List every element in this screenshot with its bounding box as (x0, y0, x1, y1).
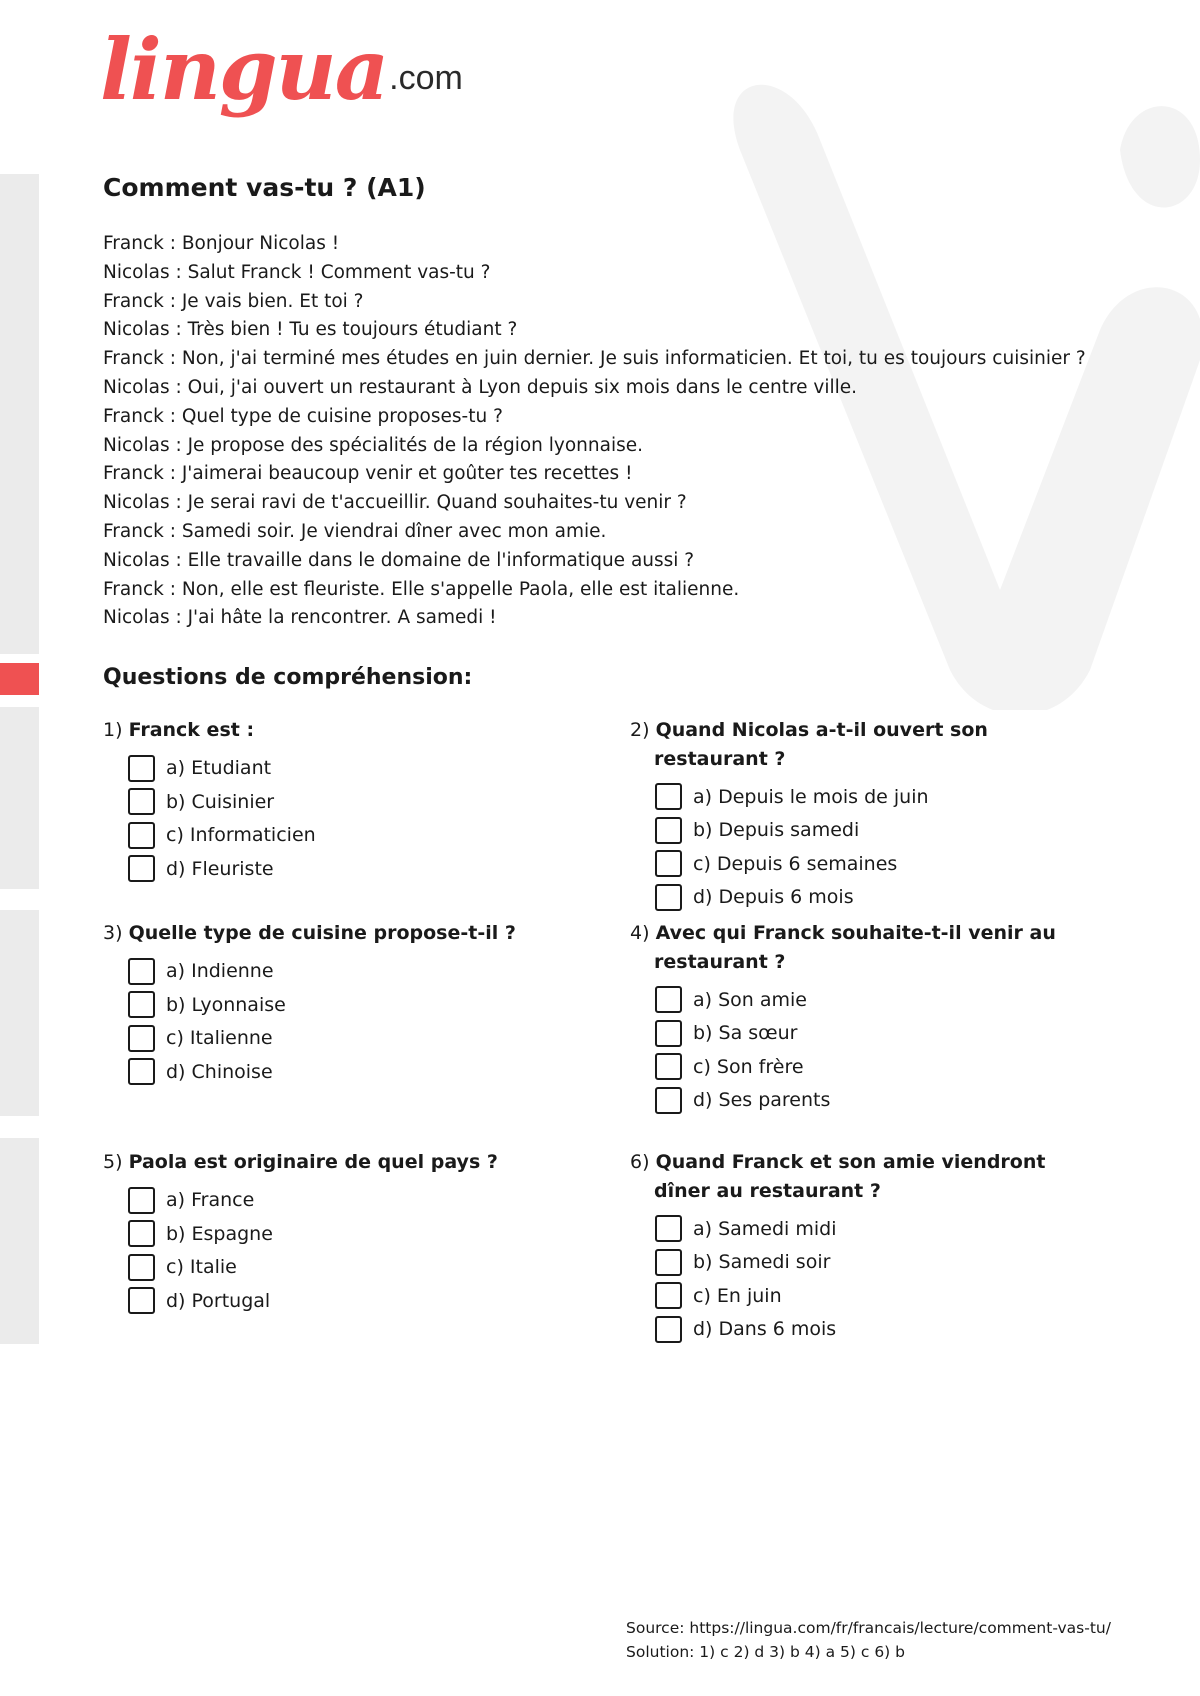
answer-checkbox[interactable] (128, 788, 155, 815)
dialogue-line (103, 547, 1123, 576)
answer-label: b) Samedi soir (693, 1251, 831, 1274)
dialogue-text: Je serai ravi de t'accueillir. Quand souhaites-tu venir ? (181, 492, 687, 514)
answer-label: d) Chinoise (166, 1060, 273, 1083)
dialogue-text: Non, j'ai terminé mes études en juin dernier. Je suis informaticien. Et toi, tu es toujours cuisinier ? (175, 348, 1086, 370)
answer-option[interactable] (128, 1184, 583, 1218)
answer-option[interactable] (655, 1313, 1100, 1347)
answer-label: c) Italie (166, 1256, 237, 1279)
answer-label: b) Sa sœur (693, 1022, 798, 1045)
speaker-name: Franck : (103, 290, 176, 312)
speaker-name: Nicolas : (103, 549, 182, 571)
answer-option[interactable] (655, 983, 1100, 1017)
answer-label: c) Italienne (166, 1027, 273, 1050)
dialogue-text: Bonjour Nicolas ! (175, 233, 340, 254)
answer-checkbox[interactable] (128, 1254, 155, 1281)
dialogue-line (103, 432, 1123, 461)
footer (626, 1616, 1111, 1664)
answer-option[interactable] (128, 955, 583, 989)
answer-option[interactable] (128, 852, 583, 886)
dialogue-line (103, 604, 1123, 633)
answer-label: a) Samedi midi (693, 1217, 837, 1240)
answer-checkbox[interactable] (655, 986, 682, 1013)
speaker-name: Nicolas : (103, 492, 182, 514)
answer-option[interactable] (655, 847, 1100, 881)
answer-label: b) Depuis samedi (693, 819, 860, 842)
question-text: Quand Nicolas a-t-il ouvert son restaurant ? (654, 719, 988, 770)
question-text: Quand Franck et son amie viendront dîner au restaurant ? (654, 1151, 1046, 1202)
answer-checkbox[interactable] (128, 1220, 155, 1247)
margin-strip-4 (0, 1138, 39, 1344)
answer-option[interactable] (128, 819, 583, 853)
logo-suffix: .com (389, 59, 463, 97)
dialogue-text: Salut Franck ! Comment vas-tu ? (181, 261, 491, 283)
answer-checkbox[interactable] (655, 817, 682, 844)
margin-strip-accent (0, 663, 39, 695)
lingua-logo (100, 20, 463, 119)
answer-label: b) Cuisinier (166, 790, 275, 813)
question-5 (103, 1148, 583, 1318)
question-6 (630, 1148, 1100, 1346)
answer-label: b) Espagne (166, 1222, 273, 1245)
answer-checkbox[interactable] (655, 1020, 682, 1047)
answer-label: d) Depuis 6 mois (693, 886, 854, 909)
question-heading (103, 716, 583, 745)
dialogue-line (103, 345, 1123, 374)
dialogue-line (103, 288, 1123, 317)
answer-label: a) Depuis le mois de juin (693, 785, 929, 808)
answer-checkbox[interactable] (128, 1187, 155, 1214)
question-number: 6) (630, 1151, 650, 1173)
answer-label: c) Informaticien (166, 824, 316, 847)
answer-checkbox[interactable] (128, 1025, 155, 1052)
logo-wordmark: lingua (100, 20, 388, 119)
question-number: 3) (103, 922, 123, 944)
answer-checkbox[interactable] (655, 1053, 682, 1080)
speaker-name: Franck : (103, 578, 176, 600)
answer-checkbox[interactable] (655, 1215, 682, 1242)
question-number: 2) (630, 719, 650, 741)
margin-strip-2 (0, 707, 39, 889)
dialogue-line (103, 518, 1123, 547)
answer-option[interactable] (128, 1055, 583, 1089)
question-4 (630, 919, 1100, 1117)
dialogue-line (103, 576, 1123, 605)
dialogue-text: Samedi soir. Je viendrai dîner avec mon amie. (175, 520, 607, 542)
source-line: Source: https://lingua.com/fr/francais/lecture/comment-vas-tu/ (626, 1619, 1111, 1637)
answer-checkbox[interactable] (128, 755, 155, 782)
answer-checkbox[interactable] (128, 1058, 155, 1085)
dialogue-text: Oui, j'ai ouvert un restaurant à Lyon depuis six mois dans le centre ville. (181, 376, 858, 398)
question-text: Avec qui Franck souhaite-t-il venir au restaurant ? (654, 922, 1056, 973)
answer-options (630, 983, 1100, 1117)
speaker-name: Franck : (103, 348, 176, 370)
dialogue-line (103, 374, 1123, 403)
answer-label: a) France (166, 1189, 255, 1212)
answer-option[interactable] (655, 1246, 1100, 1280)
question-heading (103, 919, 583, 948)
question-1 (103, 716, 583, 886)
speaker-name: Nicolas : (103, 434, 182, 456)
dialogue-line (103, 316, 1123, 345)
dialogue-line (103, 230, 1123, 259)
answer-label: a) Son amie (693, 988, 807, 1011)
answer-checkbox[interactable] (655, 1249, 682, 1276)
question-number: 1) (103, 719, 123, 741)
answer-option[interactable] (128, 752, 583, 786)
page-title: Comment vas-tu ? (A1) (103, 173, 426, 202)
question-3 (103, 919, 583, 1089)
question-heading (103, 1148, 583, 1177)
answer-option[interactable] (655, 1017, 1100, 1051)
answer-checkbox[interactable] (655, 783, 682, 810)
answer-options (630, 780, 1100, 914)
answer-option[interactable] (128, 1217, 583, 1251)
answer-option[interactable] (128, 988, 583, 1022)
answer-label: c) Depuis 6 semaines (693, 852, 898, 875)
answer-checkbox[interactable] (655, 1087, 682, 1114)
answer-option[interactable] (655, 1212, 1100, 1246)
question-heading (630, 919, 1100, 976)
answer-options (103, 955, 583, 1089)
answer-option[interactable] (128, 1022, 583, 1056)
question-number: 4) (630, 922, 650, 944)
answer-label: a) Indienne (166, 960, 274, 983)
answer-option[interactable] (655, 881, 1100, 915)
speaker-name: Nicolas : (103, 319, 182, 341)
answer-option[interactable] (128, 1284, 583, 1318)
dialogue-text: J'aimerai beaucoup venir et goûter tes recettes ! (175, 463, 633, 485)
answer-checkbox[interactable] (128, 991, 155, 1018)
answer-label: d) Ses parents (693, 1089, 831, 1112)
dialogue-text: Je propose des spécialités de la région lyonnaise. (181, 434, 644, 456)
speaker-name: Nicolas : (103, 376, 182, 398)
solution-line: Solution: 1) c 2) d 3) b 4) a 5) c 6) b (626, 1643, 905, 1661)
answer-label: d) Fleuriste (166, 857, 274, 880)
question-text: Franck est : (128, 719, 255, 741)
answer-options (103, 752, 583, 886)
question-text: Quelle type de cuisine propose-t-il ? (128, 922, 516, 944)
dialogue-text: Elle travaille dans le domaine de l'informatique aussi ? (181, 549, 695, 571)
answer-checkbox[interactable] (128, 855, 155, 882)
section-title: Questions de compréhension: (103, 665, 473, 690)
answer-label: d) Portugal (166, 1289, 271, 1312)
answer-option[interactable] (655, 780, 1100, 814)
answer-checkbox[interactable] (655, 850, 682, 877)
answer-option[interactable] (655, 1050, 1100, 1084)
answer-option[interactable] (655, 1084, 1100, 1118)
answer-checkbox[interactable] (655, 1316, 682, 1343)
speaker-name: Franck : (103, 520, 176, 542)
dialogue-line (103, 489, 1123, 518)
dialogue-text: Je vais bien. Et toi ? (175, 290, 364, 312)
margin-strip-3 (0, 910, 39, 1116)
speaker-name: Nicolas : (103, 607, 182, 629)
speaker-name: Nicolas : (103, 261, 182, 283)
answer-label: b) Lyonnaise (166, 993, 286, 1016)
question-2 (630, 716, 1100, 914)
question-heading (630, 1148, 1100, 1205)
dialogue-line (103, 403, 1123, 432)
answer-label: a) Etudiant (166, 757, 272, 780)
dialogue-text: J'ai hâte la rencontrer. A samedi ! (181, 607, 497, 629)
dialogue (103, 230, 1123, 633)
answer-checkbox[interactable] (128, 1287, 155, 1314)
speaker-name: Franck : (103, 463, 176, 485)
answer-checkbox[interactable] (655, 884, 682, 911)
answer-options (630, 1212, 1100, 1346)
speaker-name: Franck : (103, 233, 176, 254)
answer-options (103, 1184, 583, 1318)
dialogue-text: Très bien ! Tu es toujours étudiant ? (181, 319, 518, 341)
question-number: 5) (103, 1151, 123, 1173)
answer-option[interactable] (128, 785, 583, 819)
speaker-name: Franck : (103, 405, 176, 427)
dialogue-text: Quel type de cuisine proposes-tu ? (175, 405, 503, 427)
dialogue-line (103, 460, 1123, 489)
question-heading (630, 716, 1100, 773)
dialogue-line (103, 259, 1123, 288)
answer-option[interactable] (128, 1251, 583, 1285)
answer-option[interactable] (655, 1279, 1100, 1313)
dialogue-text: Non, elle est fleuriste. Elle s'appelle Paola, elle est italienne. (175, 578, 740, 600)
answer-option[interactable] (655, 814, 1100, 848)
question-text: Paola est originaire de quel pays ? (128, 1151, 498, 1173)
margin-strip-1 (0, 174, 39, 654)
answer-label: c) En juin (693, 1284, 782, 1307)
answer-label: d) Dans 6 mois (693, 1318, 837, 1341)
answer-checkbox[interactable] (128, 958, 155, 985)
answer-checkbox[interactable] (655, 1282, 682, 1309)
answer-label: c) Son frère (693, 1055, 804, 1078)
answer-checkbox[interactable] (128, 822, 155, 849)
